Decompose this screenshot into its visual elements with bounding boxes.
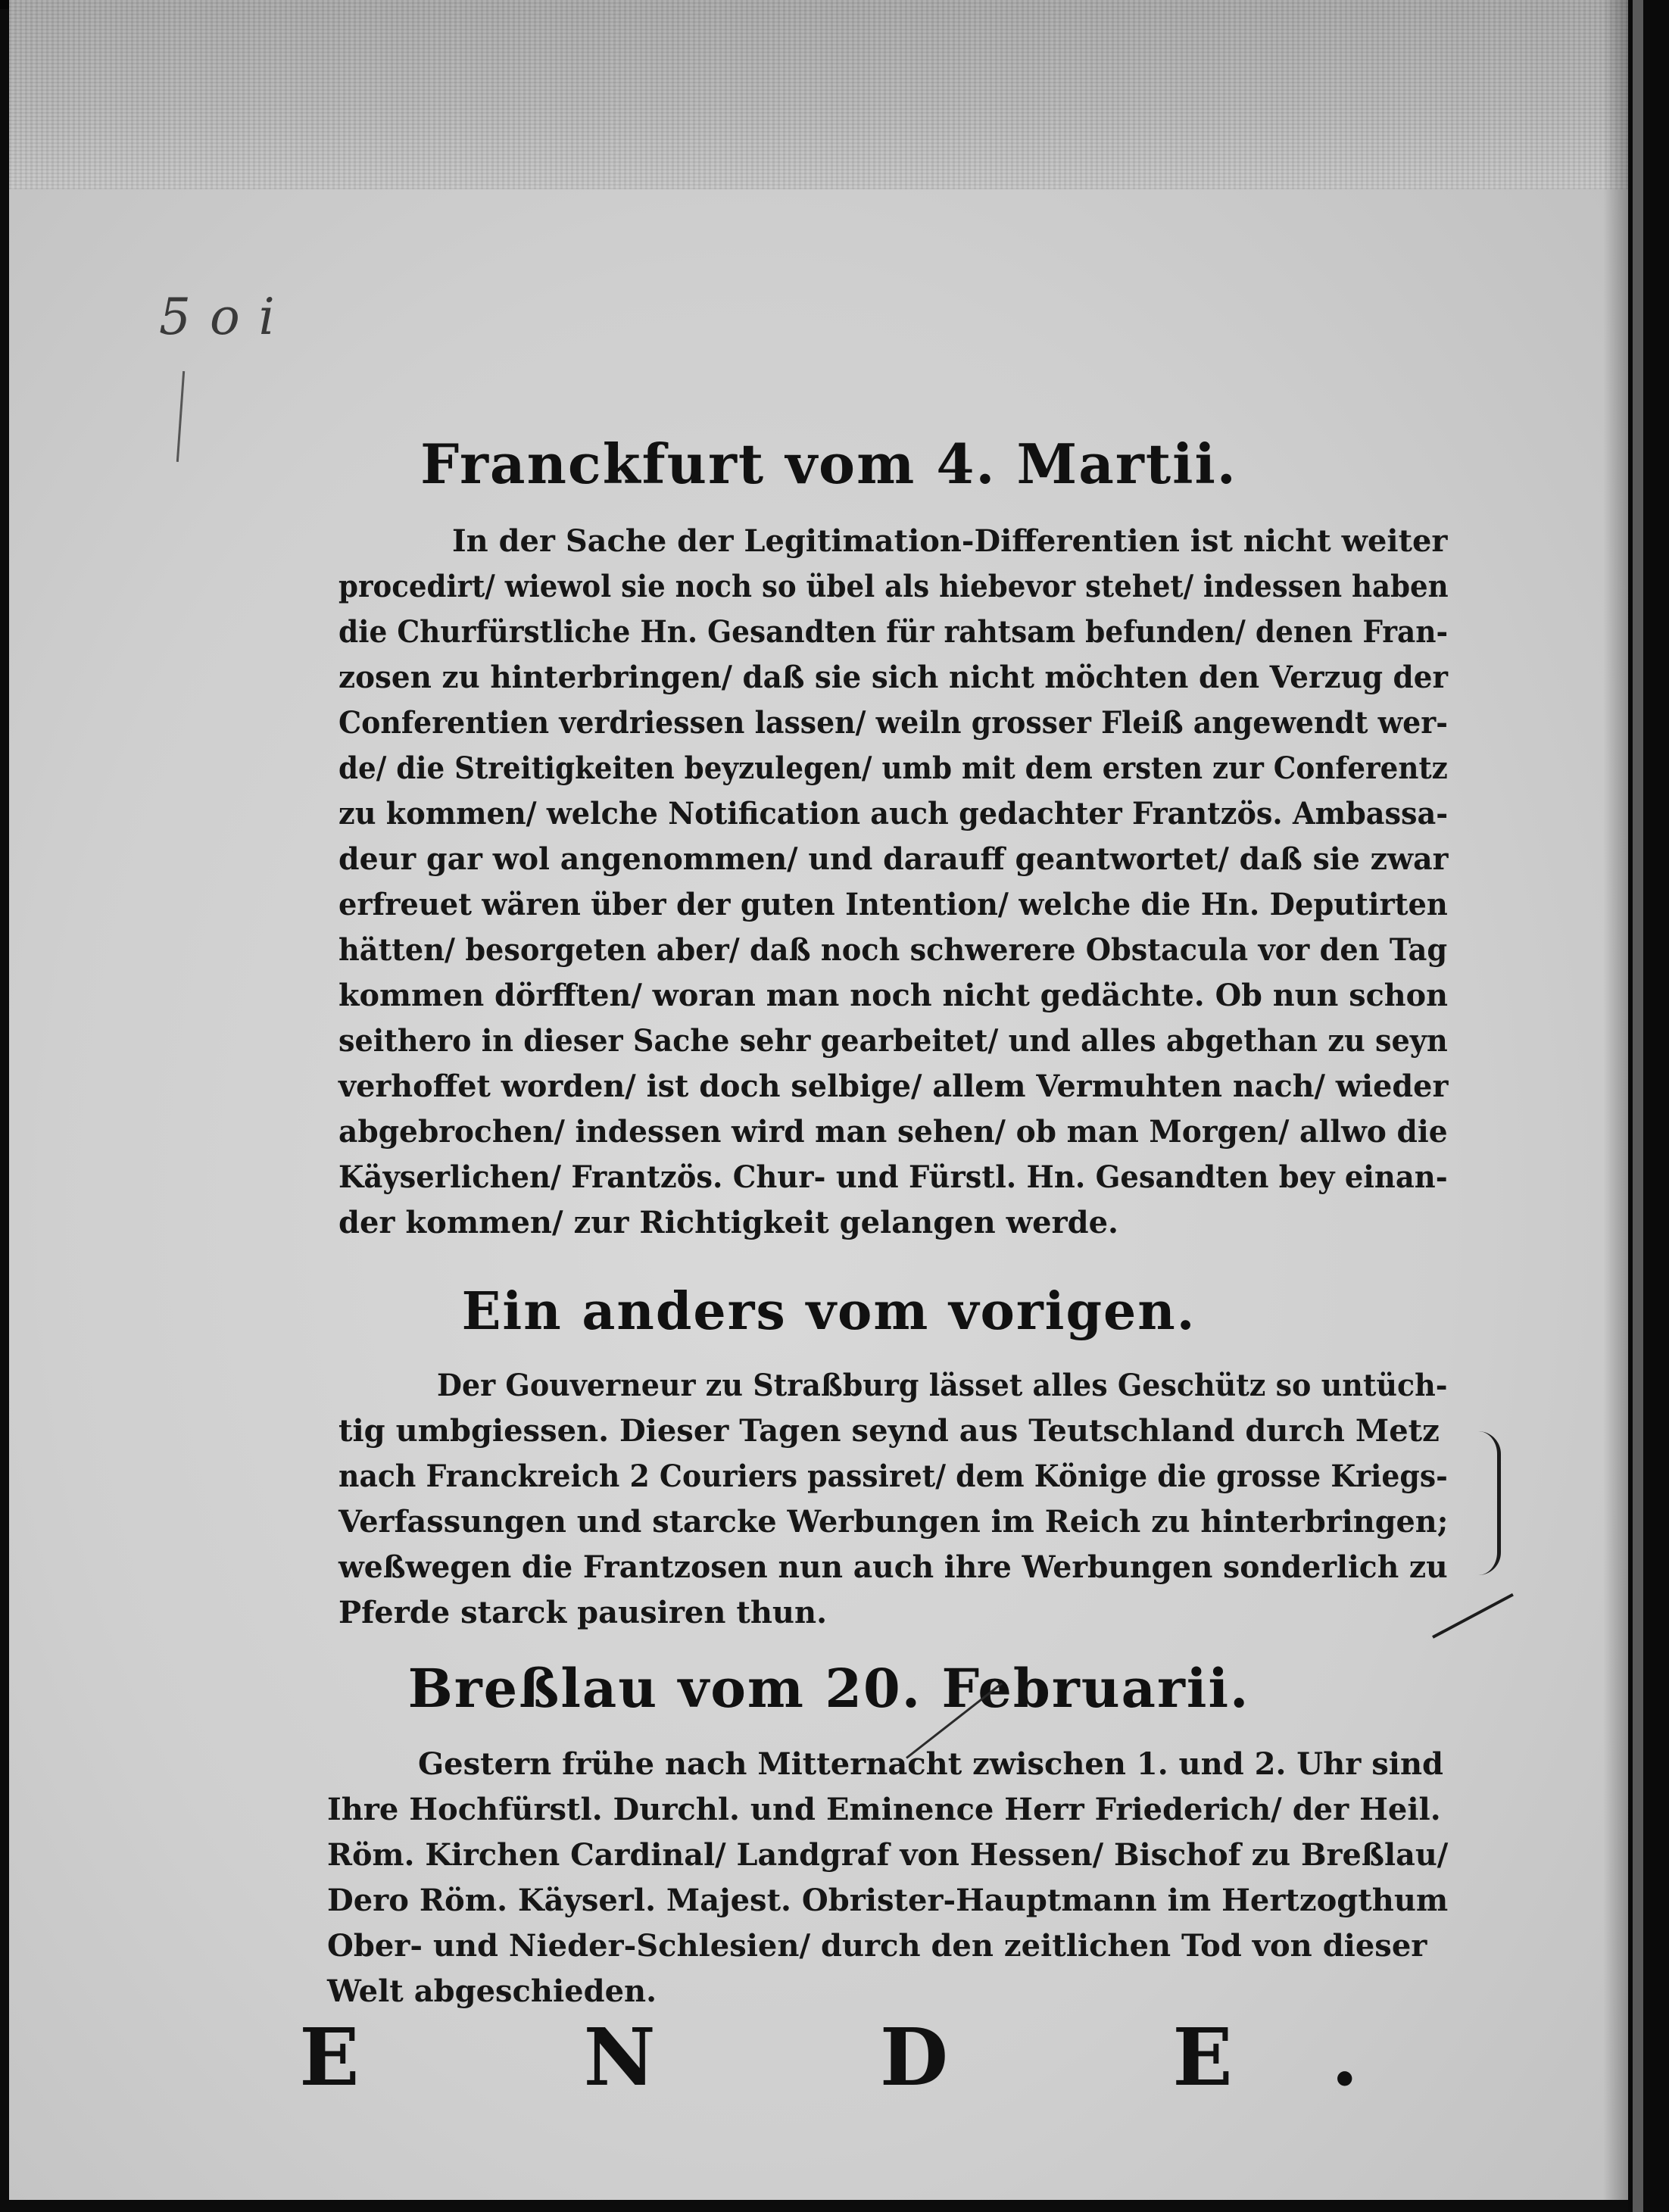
- text-line: kommen dörfften/ woran man noch nicht gedächte. Ob nun schon: [338, 978, 1449, 1013]
- text-line: Conferentien verdriessen lassen/ weiln grosser Fleiß angewendt wer-: [338, 705, 1448, 741]
- text-line: erfreuet wären über der guten Intention/ welche die Hn. Deputirten: [338, 887, 1448, 922]
- text-line: abgebrochen/ indessen wird man sehen/ ob man Morgen/ allwo die: [338, 1114, 1448, 1150]
- text-line: Röm. Kirchen Cardinal/ Landgraf von Hessen/ Bischof zu Breßlau/: [327, 1837, 1449, 1873]
- margin-pen-stroke: [1432, 1593, 1514, 1639]
- heading-bresslau: Breßlau vom 20. Februarii.: [407, 1657, 1250, 1720]
- text-line: verhoffet worden/ ist doch selbige/ allem Vermuhten nach/ wieder: [338, 1069, 1449, 1104]
- film-border-stripe: [1633, 0, 1643, 2212]
- text-line: Ihre Hochfürstl. Durchl. und Eminence Herr Friederich/ der Heil.: [327, 1792, 1441, 1827]
- text-line: zu kommen/ welche Notification auch gedachter Frantzös. Ambassa-: [338, 796, 1449, 831]
- text-line: deur gar wol angenommen/ und darauff geantwortet/ daß sie zwar: [338, 841, 1449, 877]
- margin-bracket-mark: [1467, 1431, 1501, 1575]
- ende-closing: E N D E.: [299, 2011, 1457, 2104]
- text-line: procedirt/ wiewol sie noch so übel als hiebevor stehet/ indessen haben: [338, 569, 1449, 604]
- handwritten-folio-number: 5 o i: [159, 288, 276, 346]
- text-line: hätten/ besorgeten aber/ daß noch schwerere Obstacula vor den Tag: [338, 932, 1448, 968]
- text-line: tig umbgiessen. Dieser Tagen seynd aus Teutschland durch Metz: [338, 1413, 1440, 1449]
- text-line: Ober- und Nieder-Schlesien/ durch den zeitlichen Tod von dieser: [327, 1928, 1427, 1964]
- text-line: weßwegen die Frantzosen nun auch ihre Werbungen sonderlich zu: [338, 1549, 1448, 1585]
- text-line: zosen zu hinterbringen/ daß sie sich nicht möchten den Verzug der: [338, 660, 1448, 695]
- text-line: die Churfürstliche Hn. Gesandten für rahtsam befunden/ denen Fran-: [338, 614, 1449, 650]
- page-top-margin: [9, 0, 1649, 189]
- text-line: In der Sache der Legitimation-Differentien ist nicht weiter: [452, 523, 1448, 559]
- text-line: Welt abgeschieden.: [327, 1973, 657, 2009]
- text-line: Käyserlichen/ Frantzös. Chur- und Fürstl. Hn. Gesandten bey einan-: [338, 1159, 1448, 1195]
- text-line: nach Franckreich 2 Couriers passiret/ dem Könige die grosse Kriegs-: [338, 1459, 1448, 1494]
- text-line: Dero Röm. Käyserl. Majest. Obrister-Hauptmann im Hertzogthum: [327, 1883, 1449, 1918]
- text-line: Pferde starck pausiren thun.: [338, 1595, 827, 1630]
- text-line: Gestern frühe nach Mitternacht zwischen 1. und 2. Uhr sind: [418, 1746, 1444, 1782]
- scanned-page: [9, 0, 1649, 2200]
- film-border-right: [1628, 0, 1669, 2212]
- text-line: Der Gouverneur zu Straßburg lässet alles Geschütz so untüch-: [437, 1368, 1448, 1403]
- text-line: de/ die Streitigkeiten beyzulegen/ umb mit dem ersten zur Conferentz: [338, 750, 1448, 786]
- text-line: der kommen/ zur Richtigkeit gelangen werde.: [338, 1205, 1118, 1240]
- text-line: Verfassungen und starcke Werbungen im Reich zu hinterbringen;: [338, 1504, 1449, 1540]
- heading-franckfurt: Franckfurt vom 4. Martii.: [420, 432, 1237, 496]
- heading-ein-anders: Ein anders vom vorigen.: [461, 1281, 1196, 1342]
- text-line: seithero in dieser Sache sehr gearbeitet/ und alles abgethan zu seyn: [338, 1023, 1448, 1059]
